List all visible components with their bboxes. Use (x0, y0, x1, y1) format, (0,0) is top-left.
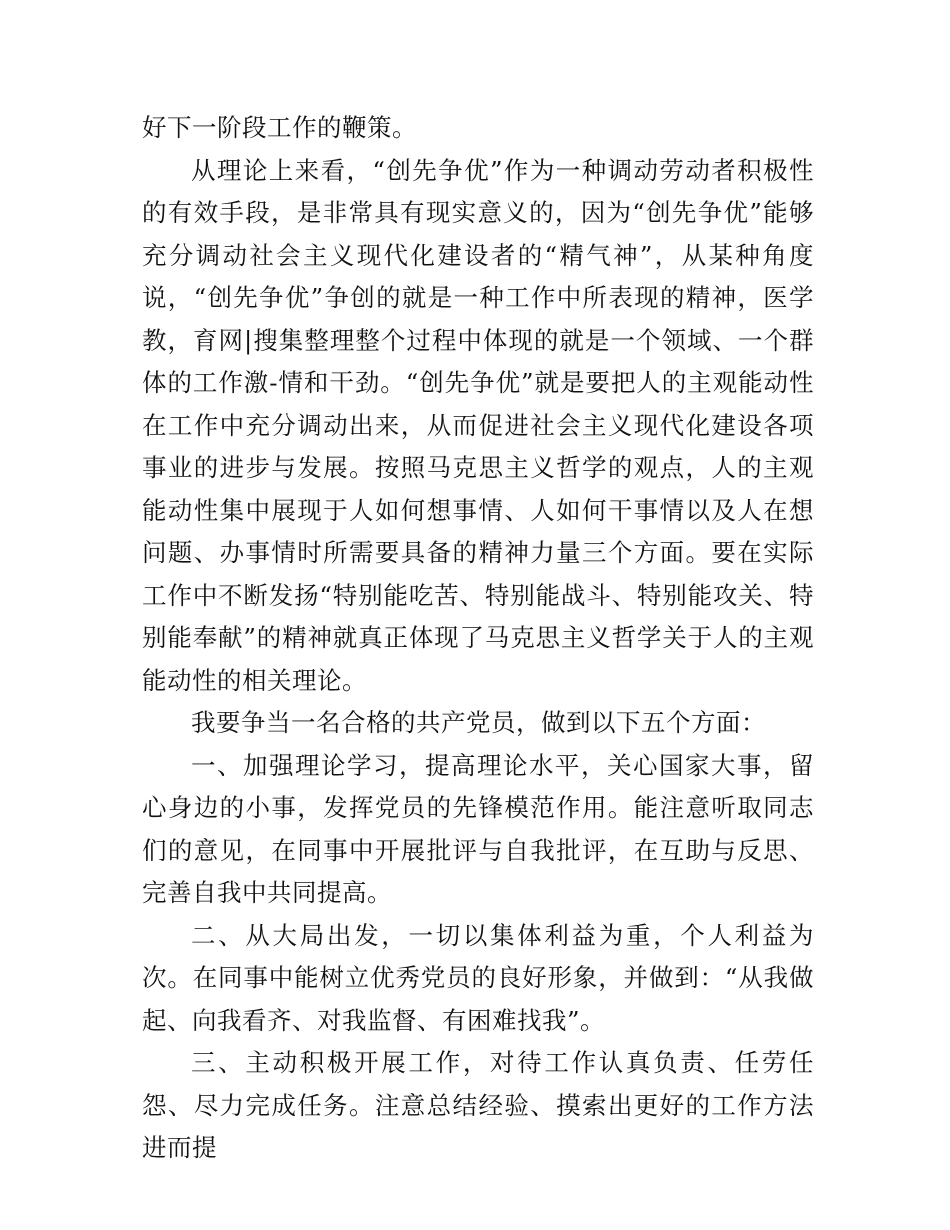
paragraph-point-one: 一、加强理论学习，提高理论水平，关心国家大事，留心身边的小事，发挥党员的先锋模范作用。能注意听取同志们的意见，在同事中开展批评与自我批评，在互助与反思、完善自我中共同提高。 (142, 750, 814, 907)
paragraph-point-three: 三、主动积极开展工作，对待工作认真负责、任劳任怨、尽力完成任务。注意总结经验、摸索出更好的工作方法进而提 (142, 1048, 814, 1162)
paragraph-theory: 从理论上来看，“创先争优”作为一种调动劳动者积极性的有效手段，是非常具有现实意义的，因为“创先争优”能够充分调动社会主义现代化建设者的“精气神”，从某种角度说，“创先争优”争创的就是一种工作中所表现的精神，医学教，育网|搜集整理整个过程中体现的就是一个领域、一个群体的工作激-情和干劲。“创先争优”就是要把人的主观能动性在工作中充分调动出来，从而促进社会主义现代化建设各项事业的进步与发展。按照马克思主义哲学的观点，人的主观能动性集中展现于人如何想事情、人如何干事情以及人在想问题、办事情时所需要具备的精神力量三个方面。要在实际工作中不断发扬“特别能吃苦、特别能战斗、特别能攻关、特别能奉献”的精神就真正体现了马克思主义哲学关于人的主观能动性的相关理论。 (142, 155, 814, 695)
paragraph-point-two: 二、从大局出发，一切以集体利益为重，个人利益为次。在同事中能树立优秀党员的良好形象，并做到：“从我做起、向我看齐、对我监督、有困难找我”。 (142, 920, 814, 1035)
paragraph-continuation: 好下一阶段工作的鞭策。 (142, 113, 417, 142)
paragraph-commitment-intro: 我要争当一名合格的共产党员，做到以下五个方面： (191, 708, 766, 737)
document-body (142, 107, 814, 1170)
